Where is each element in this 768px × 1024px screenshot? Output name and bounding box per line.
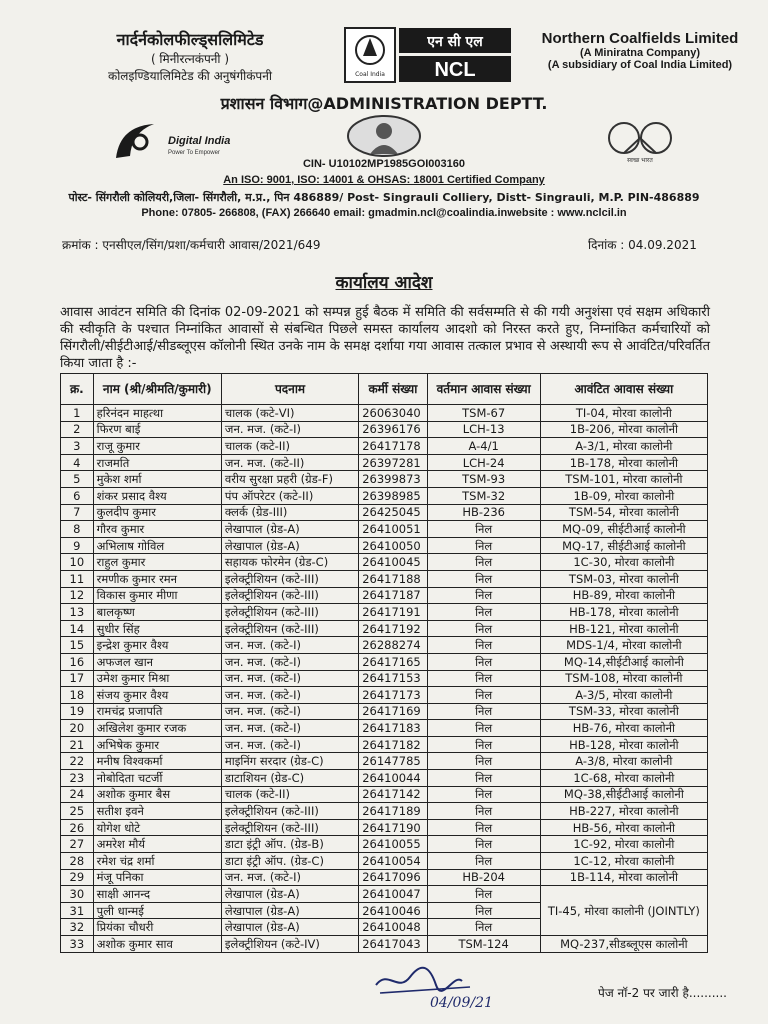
cell-name: अमरेश मौर्य <box>93 836 221 853</box>
cell-current-quarter: निल <box>427 537 540 554</box>
table-row <box>61 620 708 637</box>
cell-allotted-quarter: TI-45, मोरवा कालोनी (JOINTLY) <box>540 886 707 936</box>
table-row <box>61 454 708 471</box>
cell-current-quarter: HB-236 <box>427 504 540 521</box>
cell-current-quarter: TSM-93 <box>427 471 540 488</box>
cell-sn: 4 <box>61 454 94 471</box>
cell-employee-no: 26417189 <box>359 803 427 820</box>
cell-allotted-quarter: TSM-03, मोरवा कालोनी <box>540 570 707 587</box>
cell-current-quarter: निल <box>427 886 540 903</box>
cell-name: मनीष विश्वकर्मा <box>93 753 221 770</box>
cell-name: राजू कुमार <box>93 438 221 455</box>
table-row <box>61 687 708 704</box>
table-row <box>61 703 708 720</box>
logo-hindi-text: एन सी एल <box>427 34 483 50</box>
cell-current-quarter: TSM-67 <box>427 405 540 422</box>
table-header-row <box>61 374 708 405</box>
cell-allotted-quarter: HB-89, मोरवा कालोनी <box>540 587 707 604</box>
cell-sn: 14 <box>61 620 94 637</box>
cell-sn: 28 <box>61 853 94 870</box>
table-row <box>61 438 708 455</box>
cell-allotted-quarter: A-3/8, मोरवा कालोनी <box>540 753 707 770</box>
cell-name: फिरण बाई <box>93 421 221 438</box>
cell-current-quarter: TSM-124 <box>427 936 540 953</box>
cell-sn: 24 <box>61 786 94 803</box>
cell-name: अभिलाष गोविल <box>93 537 221 554</box>
table-row <box>61 537 708 554</box>
cell-sn: 25 <box>61 803 94 820</box>
cell-name: सुधीर सिंह <box>93 620 221 637</box>
cell-sn: 12 <box>61 587 94 604</box>
cell-sn: 15 <box>61 637 94 654</box>
cell-current-quarter: निल <box>427 836 540 853</box>
cell-allotted-quarter: MQ-14,सीईटीआई कालोनी <box>540 653 707 670</box>
cell-allotted-quarter: 1C-68, मोरवा कालोनी <box>540 770 707 787</box>
cell-name: रमणीक कुमार रमन <box>93 570 221 587</box>
digital-india-text: Digital India <box>168 135 231 147</box>
cell-employee-no: 26410051 <box>359 521 427 538</box>
cell-sn: 16 <box>61 653 94 670</box>
cell-current-quarter: निल <box>427 554 540 571</box>
cell-sn: 32 <box>61 919 94 936</box>
cell-sn: 26 <box>61 819 94 836</box>
cell-name: हरिनंदन माहत्था <box>93 405 221 422</box>
cell-name: रमेश चंद्र शर्मा <box>93 853 221 870</box>
cell-name: गौरव कुमार <box>93 521 221 538</box>
cell-designation: जन. मज. (कटे-I) <box>221 687 358 704</box>
cell-allotted-quarter: HB-227, मोरवा कालोनी <box>540 803 707 820</box>
cell-designation: इलेक्ट्रीशियन (कटे-IV) <box>221 936 358 953</box>
cell-designation: जन. मज. (कटे-I) <box>221 703 358 720</box>
cell-allotted-quarter: MQ-09, सीईटीआई कालोनी <box>540 521 707 538</box>
cell-current-quarter: LCH-24 <box>427 454 540 471</box>
cell-sn: 19 <box>61 703 94 720</box>
table-row <box>61 853 708 870</box>
cell-allotted-quarter: 1C-12, मोरवा कालोनी <box>540 853 707 870</box>
cell-employee-no: 26417190 <box>359 819 427 836</box>
english-company-sub2: (A subsidiary of Coal India Limited) <box>547 59 733 71</box>
table-row <box>61 803 708 820</box>
table-row <box>61 753 708 770</box>
english-company-sub1: (A Miniratna Company) <box>580 47 700 59</box>
signature-date: 04/09/21 <box>430 995 493 1011</box>
cell-sn: 21 <box>61 736 94 753</box>
postal-address: पोस्ट- सिंगरौली कोलियरी,जिला- सिंगरौली, म.प्र., पिन 486889/ Post- Singrauli Colliery, Distt- Singrauli, M.P. PIN-486889 <box>68 191 700 204</box>
cell-employee-no: 26398985 <box>359 487 427 504</box>
cell-employee-no: 26399873 <box>359 471 427 488</box>
table-row <box>61 736 708 753</box>
cell-designation: जन. मज. (कटे-I) <box>221 421 358 438</box>
cell-allotted-quarter: 1B-178, मोरवा कालोनी <box>540 454 707 471</box>
cell-allotted-quarter: A-3/5, मोरवा कालोनी <box>540 687 707 704</box>
table-row <box>61 720 708 737</box>
cell-name: मुकेश शर्मा <box>93 471 221 488</box>
handwritten-signature <box>370 963 510 1011</box>
table-row <box>61 587 708 604</box>
cell-current-quarter: निल <box>427 803 540 820</box>
cell-designation: जन. मज. (कटे-I) <box>221 653 358 670</box>
cell-employee-no: 26417182 <box>359 736 427 753</box>
table-row <box>61 521 708 538</box>
hindi-company-name: नार्दर्नकोलफील्ड्सलिमिटेड <box>116 30 264 49</box>
table-row <box>61 487 708 504</box>
table-row <box>61 604 708 621</box>
cell-current-quarter: निल <box>427 770 540 787</box>
cell-employee-no: 26410054 <box>359 853 427 870</box>
hindi-company-sub1: ( मिनीरत्नकंपनी ) <box>150 52 230 66</box>
cell-employee-no: 26417188 <box>359 570 427 587</box>
cell-current-quarter: निल <box>427 570 540 587</box>
cell-name: शंकर प्रसाद वैश्य <box>93 487 221 504</box>
cell-name: अभिषेक कुमार <box>93 736 221 753</box>
cell-designation: जन. मज. (कटे-I) <box>221 720 358 737</box>
cell-sn: 1 <box>61 405 94 422</box>
cell-name: अफजल खान <box>93 653 221 670</box>
cell-name: सतीश इवने <box>93 803 221 820</box>
cell-employee-no: 26410046 <box>359 902 427 919</box>
portrait-emblem <box>345 114 423 158</box>
cell-designation: चालक (कटे-II) <box>221 438 358 455</box>
cell-designation: लेखापाल (ग्रेड-A) <box>221 902 358 919</box>
table-row <box>61 786 708 803</box>
cell-sn: 3 <box>61 438 94 455</box>
cell-name: योगेश धोटे <box>93 819 221 836</box>
cell-sn: 17 <box>61 670 94 687</box>
cell-designation: इलेक्ट्रीशियन (कटे-III) <box>221 570 358 587</box>
cell-name: पुली धान्मई <box>93 902 221 919</box>
table-row <box>61 770 708 787</box>
cell-current-quarter: निल <box>427 853 540 870</box>
cell-allotted-quarter: HB-56, मोरवा कालोनी <box>540 819 707 836</box>
cell-allotted-quarter: TSM-54, मोरवा कालोनी <box>540 504 707 521</box>
cell-current-quarter: निल <box>427 720 540 737</box>
col-header-allotted-quarter: आवंटित आवास संख्या <box>540 374 707 405</box>
cell-allotted-quarter: TSM-101, मोरवा कालोनी <box>540 471 707 488</box>
table-row <box>61 670 708 687</box>
table-row <box>61 570 708 587</box>
table-row <box>61 936 708 953</box>
cell-allotted-quarter: 1B-114, मोरवा कालोनी <box>540 869 707 886</box>
col-header-employee-no: कर्मी संख्या <box>359 374 427 405</box>
svg-text:Coal India: Coal India <box>355 71 385 78</box>
cell-allotted-quarter: 1B-09, मोरवा कालोनी <box>540 487 707 504</box>
office-order-title: कार्यालय आदेश <box>335 273 433 293</box>
cin-number: CIN- U10102MP1985GOI003160 <box>302 158 466 170</box>
cell-employee-no: 26288274 <box>359 637 427 654</box>
swachh-text: स्वच्छ भारत <box>627 157 653 164</box>
cell-sn: 29 <box>61 869 94 886</box>
cell-employee-no: 26417153 <box>359 670 427 687</box>
cell-sn: 31 <box>61 902 94 919</box>
cell-allotted-quarter: MDS-1/4, मोरवा कालोनी <box>540 637 707 654</box>
cell-allotted-quarter: 1B-206, मोरवा कालोनी <box>540 421 707 438</box>
cell-designation: इलेक्ट्रीशियन (कटे-III) <box>221 803 358 820</box>
cell-allotted-quarter: TSM-108, मोरवा कालोनी <box>540 670 707 687</box>
cell-current-quarter: निल <box>427 753 540 770</box>
reference-number: क्रमांक : एनसीएल/सिंग/प्रशा/कर्मचारी आवास/2021/649 <box>62 238 321 252</box>
cell-sn: 13 <box>61 604 94 621</box>
cell-sn: 10 <box>61 554 94 571</box>
cell-allotted-quarter: MQ-17, सीईटीआई कालोनी <box>540 537 707 554</box>
cell-name: राजमति <box>93 454 221 471</box>
cell-name: साक्षी आनन्द <box>93 886 221 903</box>
cell-allotted-quarter: TI-04, मोरवा कालोनी <box>540 405 707 422</box>
cell-employee-no: 26417178 <box>359 438 427 455</box>
cell-designation: इलेक्ट्रीशियन (कटे-III) <box>221 604 358 621</box>
cell-name: नोबोदिता चटर्जी <box>93 770 221 787</box>
cell-allotted-quarter: 1C-92, मोरवा कालोनी <box>540 836 707 853</box>
cell-employee-no: 26410047 <box>359 886 427 903</box>
cell-name: प्रियंका चौधरी <box>93 919 221 936</box>
table-row <box>61 471 708 488</box>
table-row <box>61 819 708 836</box>
cell-sn: 33 <box>61 936 94 953</box>
department-title: प्रशासन विभाग@ADMINISTRATION DEPTT. <box>220 94 548 113</box>
cell-name: कुलदीप कुमार <box>93 504 221 521</box>
cell-allotted-quarter: HB-128, मोरवा कालोनी <box>540 736 707 753</box>
cell-current-quarter: TSM-32 <box>427 487 540 504</box>
english-company-name: Northern Coalfields Limited <box>541 30 739 47</box>
table-row <box>61 836 708 853</box>
cell-employee-no: 26410048 <box>359 919 427 936</box>
cell-name: मंजू पनिका <box>93 869 221 886</box>
cell-employee-no: 26417187 <box>359 587 427 604</box>
cell-employee-no: 26410044 <box>359 770 427 787</box>
table-row <box>61 637 708 654</box>
hindi-company-header <box>40 28 340 84</box>
order-body-text: आवास आवंटन समिति की दिनांक 02-09-2021 को सम्पन्न हुई बैठक में समिति की सर्वसम्मति से की गयी अनुशंसा एवं सक्षम अधिकारी की स्वीकृति के पश्चात निम्नांकित आवासों से संबन्धित पिछले समस्त कार्यालय आदशो को निरस्त करते हुए, निम्नांकित कर्मचारियों को सिंगरौली/सीईटीआई/सीडब्लूएस कॉलोनी स्थित उनके नाम के समक्ष दर्शाया गया आवास तत्काल प्रभाव से अस्थायी रूप से आवंटित/परिवर्तित किया जाता है :- <box>60 305 710 371</box>
cell-designation: जन. मज. (कटे-II) <box>221 454 358 471</box>
cell-employee-no: 26417169 <box>359 703 427 720</box>
cell-current-quarter: HB-204 <box>427 869 540 886</box>
table-row <box>61 504 708 521</box>
cell-designation: लेखापाल (ग्रेड-A) <box>221 886 358 903</box>
cell-allotted-quarter: MQ-38,सीईटीआई कालोनी <box>540 786 707 803</box>
cell-current-quarter: निल <box>427 687 540 704</box>
logo-ncl-text: NCL <box>434 59 476 81</box>
cell-name: अखिलेश कुमार रजक <box>93 720 221 737</box>
order-date: दिनांक : 04.09.2021 <box>588 238 697 252</box>
cell-designation: डाटाशियन (ग्रेड-C) <box>221 770 358 787</box>
cell-designation: चालक (कटे-VI) <box>221 405 358 422</box>
cell-designation: लेखापाल (ग्रेड-A) <box>221 521 358 538</box>
cell-current-quarter: निल <box>427 604 540 621</box>
col-header-sn: क्र. <box>61 374 94 405</box>
cell-allotted-quarter: HB-76, मोरवा कालोनी <box>540 720 707 737</box>
cell-sn: 6 <box>61 487 94 504</box>
cell-designation: लेखापाल (ग्रेड-A) <box>221 537 358 554</box>
cell-name: उमेश कुमार मिश्रा <box>93 670 221 687</box>
cell-sn: 20 <box>61 720 94 737</box>
cell-designation: लेखापाल (ग्रेड-A) <box>221 919 358 936</box>
cell-designation: चालक (कटे-II) <box>221 786 358 803</box>
cell-name: अशोक कुमार बैस <box>93 786 221 803</box>
continued-note: पेज नॉ-2 पर जारी है.......... <box>598 986 727 1000</box>
allotment-table <box>60 373 708 953</box>
cell-name: राहुल कुमार <box>93 554 221 571</box>
cell-designation: डाटा इंट्री ऑप. (ग्रेड-B) <box>221 836 358 853</box>
cell-current-quarter: A-4/1 <box>427 438 540 455</box>
cell-allotted-quarter: A-3/1, मोरवा कालोनी <box>540 438 707 455</box>
cell-designation: वरीय सुरक्षा प्रहरी (ग्रेड-F) <box>221 471 358 488</box>
cell-name: विकास कुमार मीणा <box>93 587 221 604</box>
cell-current-quarter: निल <box>427 653 540 670</box>
cell-current-quarter: निल <box>427 670 540 687</box>
cell-employee-no: 26417173 <box>359 687 427 704</box>
cell-current-quarter: निल <box>427 919 540 936</box>
cell-designation: जन. मज. (कटे-I) <box>221 736 358 753</box>
cell-employee-no: 26397281 <box>359 454 427 471</box>
cell-employee-no: 26417191 <box>359 604 427 621</box>
cell-designation: इलेक्ट्रीशियन (कटे-III) <box>221 587 358 604</box>
cell-employee-no: 26147785 <box>359 753 427 770</box>
cell-designation: जन. मज. (कटे-I) <box>221 637 358 654</box>
cell-allotted-quarter: MQ-237,सीडब्लूएस कालोनी <box>540 936 707 953</box>
cell-sn: 8 <box>61 521 94 538</box>
cell-sn: 18 <box>61 687 94 704</box>
cell-sn: 22 <box>61 753 94 770</box>
cell-current-quarter: निल <box>427 587 540 604</box>
iso-certification: An ISO: 9001, ISO: 14001 & OHSAS: 18001 Certified Company <box>223 174 545 186</box>
cell-name: अशोक कुमार साव <box>93 936 221 953</box>
cell-designation: पंप ऑपरेटर (कटे-II) <box>221 487 358 504</box>
cell-current-quarter: निल <box>427 819 540 836</box>
contact-line: Phone: 07805- 266808, (FAX) 266640 email: gmadmin.ncl@coalindia.inwebsite : www.nclcil.in <box>141 207 627 219</box>
cell-designation: जन. मज. (कटे-I) <box>221 670 358 687</box>
cell-employee-no: 26417192 <box>359 620 427 637</box>
table-row <box>61 886 708 903</box>
cell-sn: 2 <box>61 421 94 438</box>
cell-name: इन्द्रेश कुमार वैश्य <box>93 637 221 654</box>
cell-allotted-quarter: HB-121, मोरवा कालोनी <box>540 620 707 637</box>
col-header-current-quarter: वर्तमान आवास संख्या <box>427 374 540 405</box>
cell-employee-no: 26396176 <box>359 421 427 438</box>
cell-sn: 7 <box>61 504 94 521</box>
cell-current-quarter: निल <box>427 736 540 753</box>
cell-allotted-quarter: TSM-33, मोरवा कालोनी <box>540 703 707 720</box>
cell-name: रामचंद्र प्रजापति <box>93 703 221 720</box>
cell-designation: डाटा इंट्री ऑप. (ग्रेड-C) <box>221 853 358 870</box>
cell-employee-no: 26417096 <box>359 869 427 886</box>
cell-sn: 23 <box>61 770 94 787</box>
cell-employee-no: 26417142 <box>359 786 427 803</box>
cell-designation: इलेक्ट्रीशियन (कटे-III) <box>221 819 358 836</box>
cell-current-quarter: निल <box>427 521 540 538</box>
cell-name: बालकृष्ण <box>93 604 221 621</box>
cell-allotted-quarter: 1C-30, मोरवा कालोनी <box>540 554 707 571</box>
cell-current-quarter: निल <box>427 703 540 720</box>
table-row <box>61 869 708 886</box>
cell-current-quarter: निल <box>427 637 540 654</box>
hindi-company-sub2: कोलइण्डियालिमिटेड की अनुषंगीकंपनी <box>107 69 273 83</box>
cell-designation: इलेक्ट्रीशियन (कटे-III) <box>221 620 358 637</box>
cell-employee-no: 26417183 <box>359 720 427 737</box>
cell-employee-no: 26410050 <box>359 537 427 554</box>
cell-employee-no: 26410045 <box>359 554 427 571</box>
cell-designation: माइनिंग सरदार (ग्रेड-C) <box>221 753 358 770</box>
table-row <box>61 421 708 438</box>
cell-current-quarter: LCH-13 <box>427 421 540 438</box>
cell-employee-no: 26417165 <box>359 653 427 670</box>
table-row <box>61 405 708 422</box>
table-row <box>61 554 708 571</box>
cell-current-quarter: निल <box>427 902 540 919</box>
english-company-header <box>520 30 760 71</box>
cell-designation: सहायक फोरमेन (ग्रेड-C) <box>221 554 358 571</box>
ncl-logo <box>343 26 513 84</box>
cell-current-quarter: निल <box>427 786 540 803</box>
cell-name: संजय कुमार वैश्य <box>93 687 221 704</box>
cell-allotted-quarter: HB-178, मोरवा कालोनी <box>540 604 707 621</box>
cell-sn: 9 <box>61 537 94 554</box>
cell-designation: क्लर्क (ग्रेड-III) <box>221 504 358 521</box>
cell-employee-no: 26425045 <box>359 504 427 521</box>
col-header-name: नाम (श्री/श्रीमति/कुमारी) <box>93 374 221 405</box>
cell-sn: 11 <box>61 570 94 587</box>
cell-employee-no: 26417043 <box>359 936 427 953</box>
digital-india-tagline: Power To Empower <box>168 150 220 156</box>
cell-sn: 27 <box>61 836 94 853</box>
table-row <box>61 653 708 670</box>
cell-employee-no: 26410055 <box>359 836 427 853</box>
col-header-designation: पदनाम <box>221 374 358 405</box>
cell-employee-no: 26063040 <box>359 405 427 422</box>
cell-sn: 5 <box>61 471 94 488</box>
cell-sn: 30 <box>61 886 94 903</box>
cell-designation: जन. मज. (कटे-I) <box>221 869 358 886</box>
cell-current-quarter: निल <box>427 620 540 637</box>
